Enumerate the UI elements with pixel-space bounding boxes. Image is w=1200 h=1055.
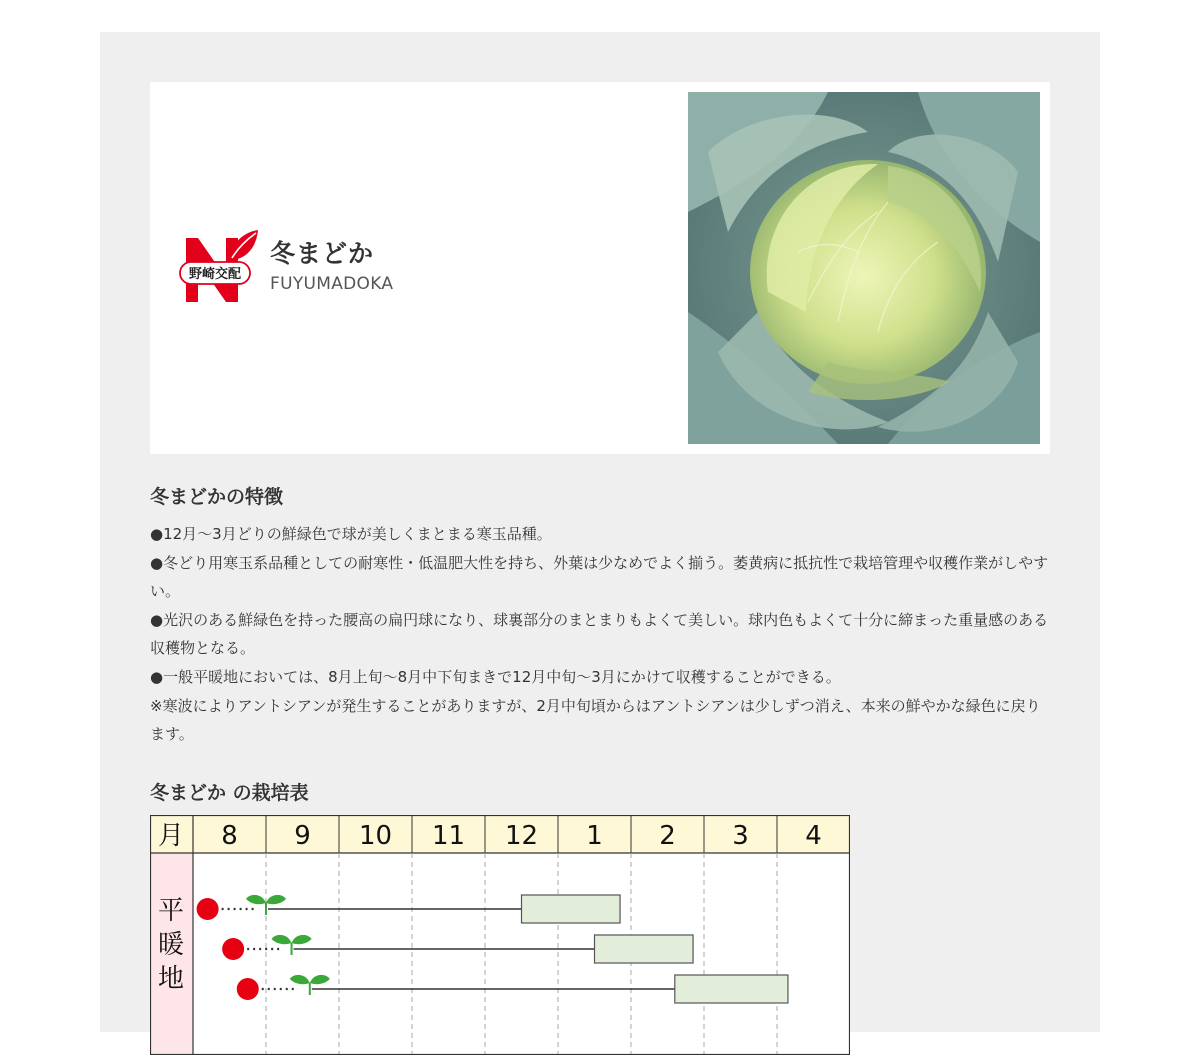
- features-title: 冬まどかの特徴: [150, 486, 284, 508]
- feature-item: ●一般平暖地においては、8月上旬〜8月中下旬まきで12月中旬〜3月にかけて収穫することができる。: [150, 667, 841, 686]
- region-label-char: 暖: [157, 930, 185, 960]
- month-label: 2: [659, 821, 676, 851]
- sowing-dot: [237, 978, 259, 1000]
- feature-note: ※寒波によりアントシアンが発生することがありますが、2月中旬頃からはアントシアンは少しずつ消え、本来の鮮やかな緑色に戻ります。: [150, 696, 1041, 744]
- month-label: 1: [586, 821, 603, 851]
- cabbage-photo: [688, 92, 1040, 444]
- feature-item: ●12月〜3月どりの鮮緑色で球が美しくまとまる寒玉品種。: [150, 525, 552, 543]
- feature-item: ●冬どり用寒玉系品種としての耐寒性・低温肥大性を持ち、外葉は少なめでよく揃う。萎黄病に抵抗性で栽培管理や収穫作業がしやすい。: [150, 553, 1049, 601]
- product-header-card: [150, 82, 1050, 454]
- month-label: 4: [805, 821, 822, 851]
- harvest-period-bar: [675, 975, 788, 1003]
- product-name-roman: FUYUMADOKA: [270, 274, 394, 294]
- month-header-label: 月: [157, 821, 185, 851]
- product-name: 冬まどか: [270, 239, 375, 268]
- brand-logo-text: 野崎交配: [188, 267, 242, 282]
- cultivation-schedule-table: [150, 815, 850, 1055]
- harvest-period-bar: [595, 935, 694, 963]
- nozaki-brand-logo: [178, 228, 258, 308]
- month-label: 9: [294, 821, 311, 851]
- product-panel: [100, 32, 1100, 1032]
- month-label: 11: [431, 821, 466, 851]
- region-label-char: 地: [157, 964, 185, 994]
- schedule-title: 冬まどか の栽培表: [150, 782, 309, 804]
- sowing-dot: [222, 938, 244, 960]
- month-label: 8: [221, 821, 238, 851]
- harvest-period-bar: [522, 895, 621, 923]
- features-list: [150, 520, 1050, 749]
- region-label-char: 平: [157, 896, 185, 926]
- month-label: 10: [358, 821, 393, 851]
- feature-item: ●光沢のある鮮緑色を持った腰高の扁円球になり、球裏部分のまとまりもよくて美しい。球内色もよくて十分に締まった重量感のある収穫物となる。: [150, 610, 1049, 658]
- month-label: 3: [732, 821, 749, 851]
- month-label: 12: [504, 821, 539, 851]
- sowing-dot: [197, 898, 219, 920]
